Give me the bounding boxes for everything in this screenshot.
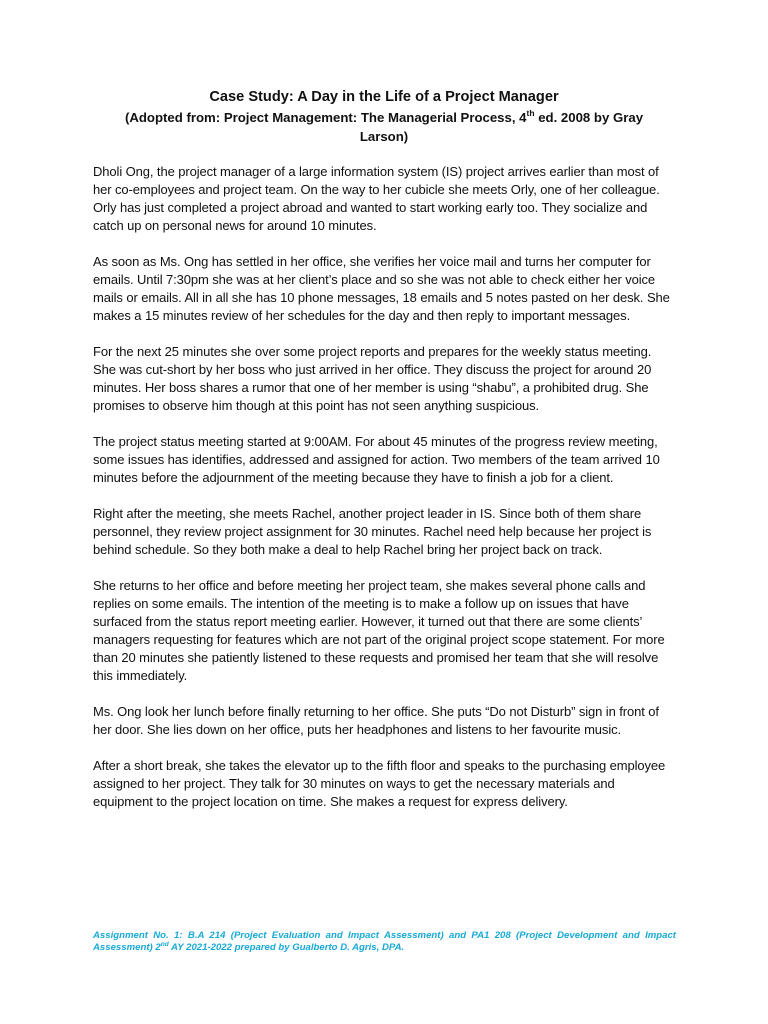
subtitle-text: (Adopted from: Project Management: The Managerial Process, 4 xyxy=(124,110,527,125)
page-footer xyxy=(93,930,676,953)
paragraph: After a short break, she takes the elevator up to the fifth floor and speaks to the purchasing employee assigned to her project. They talk for 30 minutes on ways to get the necessary materials and equipment to the project location on time. She makes a request for express delivery. xyxy=(93,758,666,809)
subtitle-superscript: th xyxy=(526,108,535,118)
paragraph: She returns to her office and before meeting her project team, she makes several phone calls and replies on some emails. The intention of the meeting is to make a follow up on issues that have surfaced from the status report meeting earlier. However, it turned out that there are some clients’ managers requesting for features which are not part of the original project scope statement. For more than 20 minutes she patiently listened to these requests and promised her team that she will resolve this immediately. xyxy=(93,578,665,683)
paragraph: For the next 25 minutes she over some project reports and prepares for the weekly status meeting. She was cut-short by her boss who just arrived in her office. They discuss the project for around 20 minutes. Her boss shares a rumor that one of her member is using “shabu”, a prohibited drug. She promises to observe him though at this point has not seen anything suspicious. xyxy=(93,344,652,413)
document-body xyxy=(93,163,676,829)
footer-superscript: nd xyxy=(160,940,169,948)
paragraph: Right after the meeting, she meets Rachel, another project leader in IS. Since both of them share personnel, they review project assignment for 30 minutes. Rachel need help because her project is behind schedule. So they both make a deal to help Rachel bring her project back on track. xyxy=(93,506,652,557)
document-title: Case Study: A Day in the Life of a Project Manager xyxy=(209,89,559,105)
subtitle-text-end: ed. 2008 by Gray Larson) xyxy=(359,110,644,144)
paragraph: The project status meeting started at 9:00AM. For about 45 minutes of the progress review meeting, some issues has identifies, addressed and assigned for action. Two members of the team arrived 10 minutes before the adjournment of the meeting because they have to finish a job for a client. xyxy=(93,434,660,485)
paragraph: Dholi Ong, the project manager of a large information system (IS) project arrives earlier than most of her co-employees and project team. On the way to her cubicle she meets Orly, one of her colleague. Orly has just completed a project abroad and wanted to start working early too. They socialize and catch up on personal news for around 10 minutes. xyxy=(93,164,660,233)
document-subtitle xyxy=(100,108,668,146)
paragraph: Ms. Ong look her lunch before finally returning to her office. She puts “Do not Disturb” sign in front of her door. She lies down on her office, puts her headphones and listens to her favourite music. xyxy=(93,704,659,737)
footer-text-end: AY 2021-2022 prepared by Gualberto D. Agris, DPA. xyxy=(168,941,405,953)
paragraph: As soon as Ms. Ong has settled in her office, she verifies her voice mail and turns her computer for emails. Until 7:30pm she was at her client’s place and so she was not able to check either her voice mails or emails. All in all she has 10 phone messages, 18 emails and 5 notes pasted on her desk. She makes a 15 minutes review of her schedules for the day and then reply to important messages. xyxy=(93,254,670,323)
footer-text: Assignment No. 1: B.A 214 (Project Evaluation and Impact Assessment) and PA1 208 (Project Development and Impact Assessment) 2 xyxy=(93,930,676,953)
